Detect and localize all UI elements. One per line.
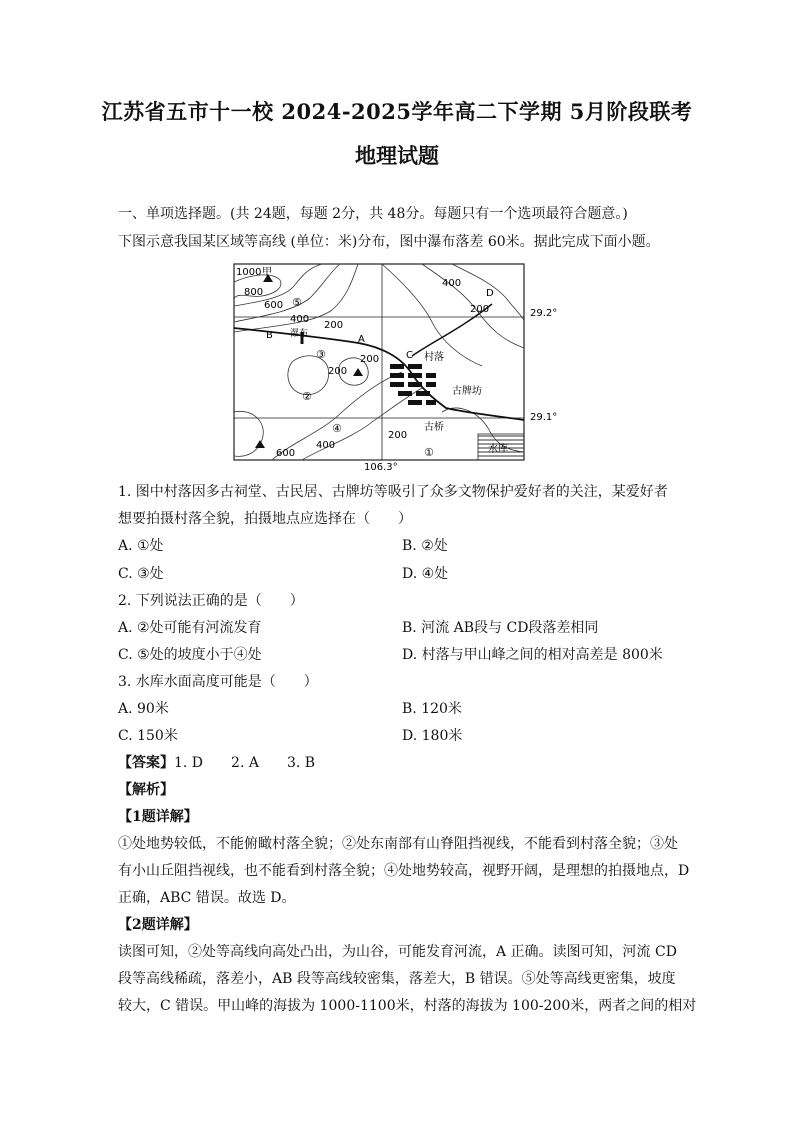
- contour-label: 200: [328, 366, 348, 377]
- document-title: 江苏省五市十一校 2024-2025学年高二下学期 5月阶段联考: [101, 99, 693, 124]
- q3-option-d: D. 180米: [402, 728, 463, 744]
- waterfall-label: 瀑布: [290, 329, 309, 339]
- point-b-label: B: [266, 330, 273, 341]
- contour-label: 200: [388, 430, 408, 441]
- reservoir-label: 水库: [488, 444, 508, 455]
- marker-2: ②: [302, 390, 312, 403]
- question-2-stem: 2. 下列说法正确的是（ ）: [118, 593, 304, 609]
- question-3-stem: 3. 水库水面高度可能是（ ）: [118, 674, 318, 690]
- river: [234, 328, 524, 420]
- q2-option-b: B. 河流 AB段与 CD段落差相同: [402, 620, 599, 636]
- lat-bottom-label: 29.1°: [530, 412, 558, 423]
- q2-option-d: D. 村落与甲山峰之间的相对高差是 800米: [402, 647, 663, 663]
- detail-1-label: 【1题详解】: [118, 809, 198, 825]
- point-d-label: D: [486, 288, 494, 299]
- section-heading: 一、单项选择题。(共 24题，每题 2分，共 48分。每题只有一个选项最符合题意。): [118, 206, 628, 222]
- analysis-label: 【解析】: [118, 782, 174, 798]
- contour-label: 400: [442, 278, 462, 289]
- marker-1: ①: [424, 446, 434, 459]
- map-intro: 下图示意我国某区域等高线 (单位：米)分布，图中瀑布落差 60米。据此完成下面小题。: [118, 234, 660, 250]
- hill-icon: [353, 368, 363, 376]
- q3-option-c: C. 150米: [118, 728, 178, 744]
- q3-option-b: B. 120米: [402, 701, 462, 717]
- lon-label: 106.3°: [364, 462, 398, 472]
- detail-1-line: ①处地势较低，不能俯瞰村落全貌；②处东南部有山脊阻挡视线，不能看到村落全貌；③处: [118, 836, 678, 852]
- q1-option-c: C. ③处: [118, 566, 164, 582]
- lat-top-label: 29.2°: [530, 308, 558, 319]
- contour-label: 200: [360, 354, 380, 365]
- answer-text: 1. D 2. A 3. B: [174, 755, 316, 771]
- peak-label: 甲: [262, 267, 272, 278]
- hill-icon-sw: [255, 440, 265, 448]
- detail-2-line: 读图可知，②处等高线向高处凸出，为山谷，可能发育河流，A 正确。读图可知，河流 CD: [118, 944, 677, 960]
- point-a-label: A: [358, 334, 365, 345]
- marker-3: ③: [316, 348, 326, 361]
- point-c-label: C: [406, 350, 413, 361]
- bridge-label: 古桥: [424, 422, 444, 433]
- detail-2-label: 【2题详解】: [118, 917, 198, 933]
- village-label: 村落: [424, 352, 444, 363]
- answer-label: 【答案】: [118, 755, 174, 771]
- q2-option-a: A. ②处可能有河流发育: [118, 620, 262, 636]
- contour-label: 200: [324, 320, 344, 331]
- detail-2-line: 较大，C 错误。甲山峰的海拔为 1000-1100米，村落的海拔为 100-200米，两者之间的相对: [118, 998, 697, 1014]
- contour-label: 600: [264, 300, 284, 311]
- marker-5: ⑤: [292, 296, 302, 309]
- document-subtitle: 地理试题: [355, 143, 439, 168]
- question-1-stem-line1: 1. 图中村落因多古祠堂、古民居、古牌坊等吸引了众多文物保护爱好者的关注，某爱好者: [118, 484, 668, 500]
- contour-label: 400: [316, 440, 336, 451]
- detail-2-line: 段等高线稀疏，落差小，AB 段等高线较密集，落差大，B 错误。⑤处等高线更密集，坡度: [118, 971, 676, 987]
- detail-1-line: 有小山丘阻挡视线，也不能看到村落全貌；④处地势较高，视野开阔，是理想的拍摄地点，D: [118, 863, 690, 879]
- contour-map: [232, 262, 577, 472]
- contour-label: 1000: [236, 267, 262, 278]
- archway-label: 古牌坊: [452, 386, 482, 397]
- q1-option-b: B. ②处: [402, 538, 448, 554]
- q1-option-d: D. ④处: [402, 566, 449, 582]
- q1-option-a: A. ①处: [118, 538, 164, 554]
- contour-label: 400: [290, 314, 310, 325]
- detail-1-line: 正确，ABC 错误。故选 D。: [118, 890, 296, 906]
- marker-4: ④: [332, 422, 342, 435]
- village-blocks: [390, 364, 436, 405]
- answer-row: [118, 754, 315, 772]
- question-1-stem-line2: 想要拍摄村落全貌，拍摄地点应选择在（ ）: [118, 511, 412, 527]
- contour-label: 600: [276, 448, 296, 459]
- contour-label: 200: [470, 304, 490, 315]
- q3-option-a: A. 90米: [118, 701, 169, 717]
- q2-option-c: C. ⑤处的坡度小于④处: [118, 647, 262, 663]
- contour-label: 800: [244, 287, 264, 298]
